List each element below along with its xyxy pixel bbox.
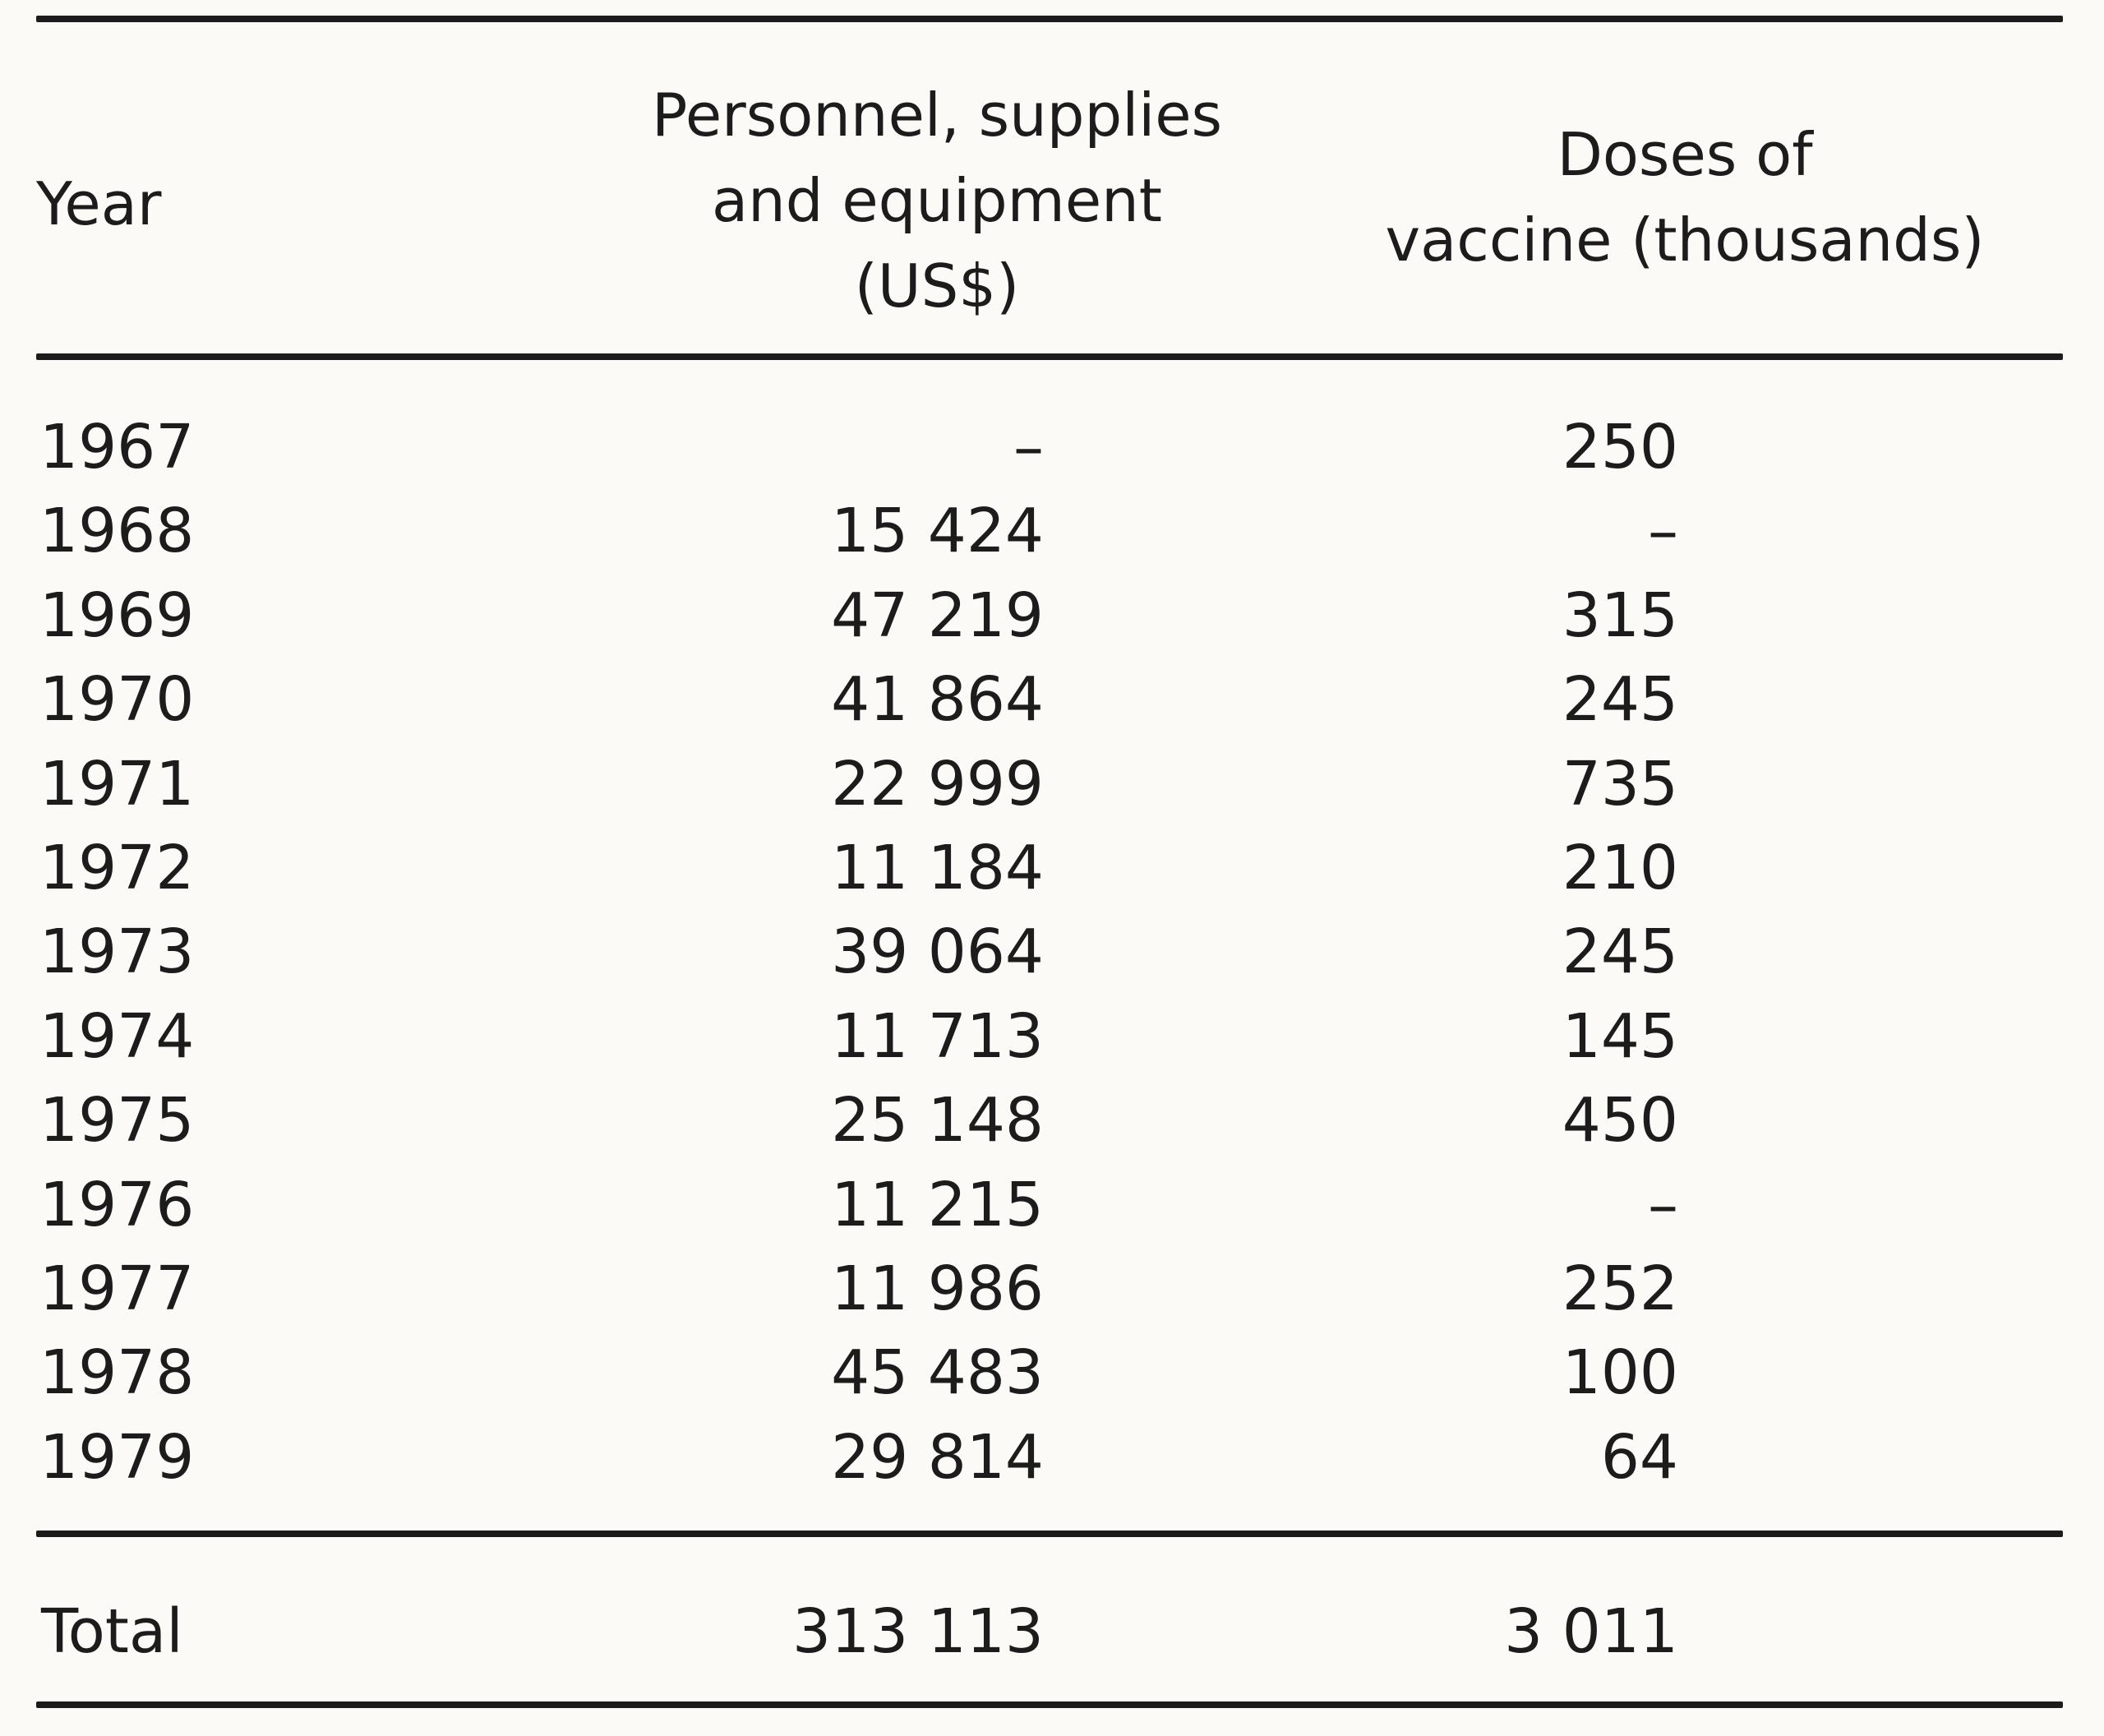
table-row (0, 658, 2104, 742)
table-row (0, 1416, 2104, 1500)
table-row (0, 1332, 2104, 1415)
cost-cell: 11 713 (831, 1000, 1044, 1072)
cost-cell: 15 424 (831, 496, 1044, 567)
year-cell: 1978 (39, 1337, 195, 1409)
year-cell: 1975 (39, 1085, 195, 1157)
doses-cell: 252 (1562, 1253, 1678, 1324)
table-header-rule (36, 353, 2063, 360)
year-cell: 1977 (39, 1253, 195, 1324)
header-cost (559, 72, 1315, 329)
cost-cell: 47 219 (831, 579, 1044, 651)
doses-cell: 210 (1562, 832, 1678, 903)
year-cell: 1970 (39, 664, 195, 736)
header-cost-line-1: Personnel, supplies (651, 81, 1223, 150)
total-label: Total (41, 1596, 183, 1667)
cost-cell: 29 814 (831, 1421, 1044, 1493)
table-bottom-rule (36, 1701, 2063, 1708)
table-top-rule (36, 16, 2063, 22)
cost-cell: 11 215 (831, 1169, 1044, 1240)
header-cost-line-3: (US$) (854, 252, 1020, 321)
table-body (0, 406, 2104, 1500)
doses-cell: 145 (1562, 1000, 1678, 1072)
doses-cell: 64 (1600, 1421, 1678, 1493)
table-row (0, 995, 2104, 1079)
header-doses (1331, 112, 2038, 283)
table-row (0, 1164, 2104, 1248)
total-row (0, 1591, 2104, 1674)
table-row (0, 911, 2104, 995)
total-cost-cell: 313 113 (791, 1596, 1044, 1667)
year-cell: 1971 (39, 748, 195, 820)
doses-cell: – (1648, 496, 1678, 567)
cost-cell: 45 483 (831, 1337, 1044, 1409)
table-row (0, 406, 2104, 490)
doses-cell: 100 (1562, 1337, 1678, 1409)
header-year: Year (36, 169, 162, 238)
header-doses-line-2: vaccine (thousands) (1385, 205, 1985, 275)
year-cell: 1969 (39, 579, 195, 651)
doses-cell: – (1648, 1169, 1678, 1240)
cost-cell: 11 184 (831, 832, 1044, 903)
header-cost-line-2: and equipment (712, 166, 1162, 235)
table-total-rule (36, 1531, 2063, 1537)
header-doses-line-1: Doses of (1557, 120, 1813, 189)
table-row (0, 1079, 2104, 1163)
year-cell: 1967 (39, 412, 195, 482)
doses-cell: 315 (1562, 579, 1678, 651)
table-row (0, 575, 2104, 658)
cost-cell: 25 148 (831, 1085, 1044, 1157)
cost-cell: 39 064 (831, 916, 1044, 988)
cost-cell: 11 986 (831, 1253, 1044, 1324)
table-row (0, 1248, 2104, 1332)
year-cell: 1976 (39, 1169, 195, 1240)
table-row (0, 743, 2104, 827)
doses-cell: 250 (1562, 412, 1678, 482)
cost-cell: 41 864 (831, 664, 1044, 736)
year-cell: 1972 (39, 832, 195, 903)
year-cell: 1974 (39, 1000, 195, 1072)
year-cell: 1968 (39, 496, 195, 567)
doses-cell: 245 (1562, 664, 1678, 736)
year-cell: 1979 (39, 1421, 195, 1493)
doses-cell: 245 (1562, 916, 1678, 988)
total-doses-cell: 3 011 (1504, 1596, 1678, 1667)
year-cell: 1973 (39, 916, 195, 988)
cost-cell: 22 999 (831, 748, 1044, 820)
doses-cell: 735 (1562, 748, 1678, 820)
cost-cell: – (1013, 412, 1044, 482)
table-row (0, 827, 2104, 911)
doses-cell: 450 (1562, 1085, 1678, 1157)
table-row (0, 490, 2104, 574)
